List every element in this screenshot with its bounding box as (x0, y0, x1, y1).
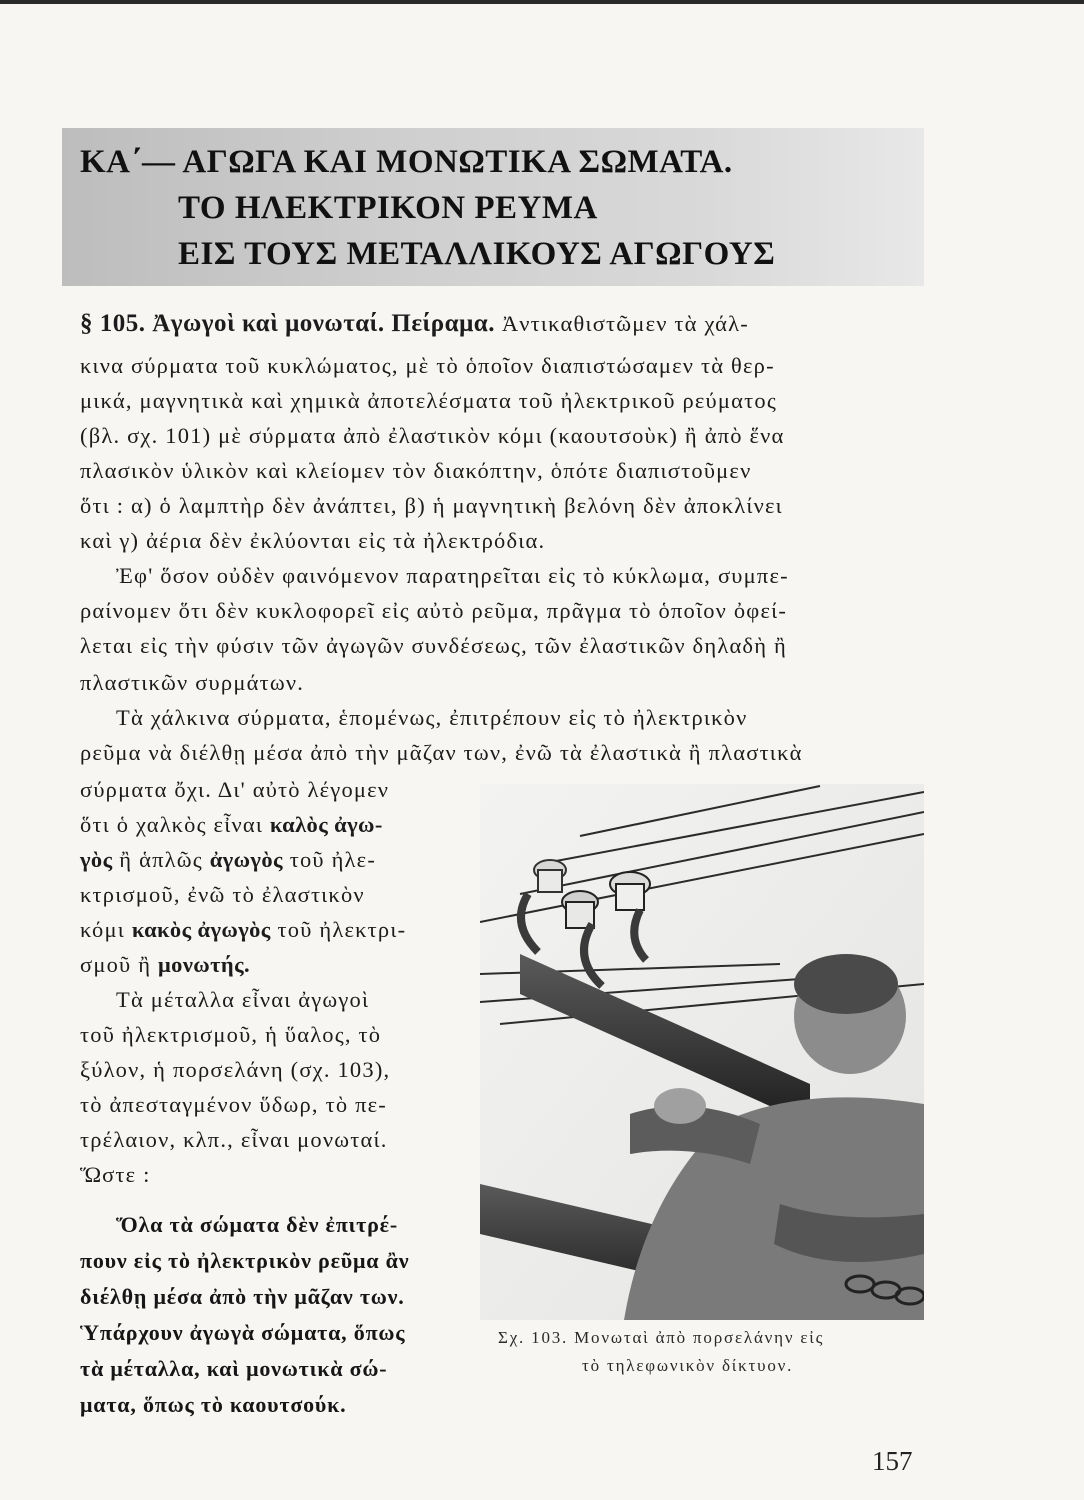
term-good-conductor: καλὸς ἀγω- (269, 812, 383, 837)
paragraph-1-line: μικά, μαγνητικὰ καὶ χημικὰ ἀποτελέσματα τοῦ ἠλεκτρικοῦ ρεύματος (80, 388, 777, 413)
paragraph-2-line: ραίνομεν ὅτι δὲν κυκλοφορεῖ εἰς αὐτὸ ρεῦμα, πρᾶγμα τὸ ὁποῖον ὀφεί- (80, 598, 788, 623)
paragraph-2-line: Ἐφ' ὅσον οὐδὲν φαινόμενον παρατηρεῖται εἰς τὸ κύκλωμα, συμπε- (116, 563, 789, 588)
paragraph-4-line: τρέλαιον, κλπ., εἶναι μονωταί. (80, 1127, 388, 1152)
figure-caption-line-2: τὸ τηλεφωνικὸν δίκτυον. (582, 1356, 794, 1375)
paragraph-4-line: ξύλον, ἡ πορσελάνη (σχ. 103), (80, 1057, 391, 1082)
summary-line: Ὅλα τὰ σώματα δὲν ἐπιτρέ- (116, 1212, 399, 1237)
paragraph-1-first-line: Ἀντικαθιστῶμεν τὰ χάλ- (501, 311, 749, 336)
paragraph-4-line: Τὰ μέταλλα εἶναι ἀγωγοὶ (116, 987, 370, 1012)
term-bad-conductor: κακὸς ἀγωγὸς (131, 917, 271, 942)
column-text: σμοῦ ἢ (80, 952, 152, 977)
column-text: τοῦ ἠλεκτρι- (277, 917, 407, 942)
chapter-title-line-3: ΕΙΣ ΤΟΥΣ ΜΕΤΑΛΛΙΚΟΥΣ ΑΓΩΓΟΥΣ (178, 236, 776, 272)
column-text: ἢ ἁπλῶς (119, 847, 203, 872)
chapter-title-line-1: ΚΑ΄— ΑΓΩΓΑ ΚΑΙ ΜΟΝΩΤΙΚΑ ΣΩΜΑΤΑ. (80, 144, 733, 180)
paragraph-1-line: πλασικὸν ὑλικὸν καὶ κλείομεν τὸν διακόπτην, ὁπότε διαπιστοῦμεν (80, 458, 752, 483)
term-good-conductor-end: γὸς (80, 847, 113, 872)
column-line (80, 812, 383, 838)
summary-line: ματα, ὅπως τὸ καουτσούκ. (80, 1392, 347, 1417)
column-line: σύρματα ὄχι. Δι' αὐτὸ λέγομεν (80, 777, 390, 802)
term-conductor: ἀγωγὸς (209, 847, 283, 872)
column-text: τοῦ ἠλε- (289, 847, 377, 872)
column-line (80, 952, 250, 978)
top-rule (0, 0, 1084, 4)
section-heading-row (80, 310, 749, 338)
column-line: κτρισμοῦ, ἐνῶ τὸ ἐλαστικὸν (80, 882, 365, 907)
paragraph-4-line: τοῦ ἠλεκτρισμοῦ, ἡ ὕαλος, τὸ (80, 1022, 382, 1047)
section-heading: § 105. Ἀγωγοὶ καὶ μονωταί. Πείραμα. (80, 310, 496, 337)
paragraph-2-line: πλαστικῶν συρμάτων. (80, 670, 305, 695)
paragraph-1-line: ὅτι : α) ὁ λαμπτὴρ δὲν ἀνάπτει, β) ἡ μαγνητικὴ βελόνη δὲν ἀποκλίνει (80, 493, 783, 518)
summary-line: Ὑπάρχουν ἀγωγὰ σώματα, ὅπως (80, 1320, 406, 1345)
chapter-title-line-2: ΤΟ ΗΛΕΚΤΡΙΚΟΝ ΡΕΥΜΑ (178, 190, 598, 226)
paragraph-4-line: τὸ ἀπεσταγμένον ὕδωρ, τὸ πε- (80, 1092, 387, 1117)
paragraph-1-line: (βλ. σχ. 101) μὲ σύρματα ἀπὸ ἐλαστικὸν κόμι (καουτσοὺκ) ἢ ἀπὸ ἕνα (80, 423, 785, 448)
summary-line: διέλθῃ μέσα ἀπὸ τὴν μᾶζαν των. (80, 1284, 405, 1309)
paragraph-1-line: καὶ γ) ἀέρια δὲν ἐκλύονται εἰς τὰ ἠλεκτρόδια. (80, 528, 546, 553)
column-text: ὅτι ὁ χαλκὸς εἶναι (80, 812, 264, 837)
paragraph-1-line: κινα σύρματα τοῦ κυκλώματος, μὲ τὸ ὁποῖον διαπιστώσαμεν τὰ θερ- (80, 353, 775, 378)
insulator-photo (480, 784, 924, 1320)
term-insulator: μονωτής. (158, 952, 250, 977)
column-line (80, 917, 406, 943)
summary-line: τὰ μέταλλα, καὶ μονωτικὰ σώ- (80, 1356, 388, 1381)
column-text: κόμι (80, 917, 126, 942)
summary-line: πουν εἰς τὸ ἠλεκτρικὸν ρεῦμα ἂν (80, 1248, 410, 1273)
paragraph-4-line: Ὥστε : (80, 1162, 151, 1187)
column-line (80, 847, 376, 873)
figure-caption-line-1: Σχ. 103. Μονωταὶ ἀπὸ πορσελάνην εἰς (498, 1328, 825, 1347)
paragraph-2-line: λεται εἰς τὴν φύσιν τῶν ἀγωγῶν συνδέσεως, τῶν ἐλαστικῶν δηλαδὴ ἢ (80, 633, 787, 658)
paragraph-3-line: ρεῦμα νὰ διέλθῃ μέσα ἀπὸ τὴν μᾶζαν των, ἐνῶ τὰ ἐλαστικὰ ἢ πλαστικὰ (80, 740, 803, 765)
page-number: 157 (872, 1446, 913, 1476)
paragraph-3-line: Τὰ χάλκινα σύρματα, ἑπομένως, ἐπιτρέπουν εἰς τὸ ἠλεκτρικὸν (116, 705, 748, 730)
